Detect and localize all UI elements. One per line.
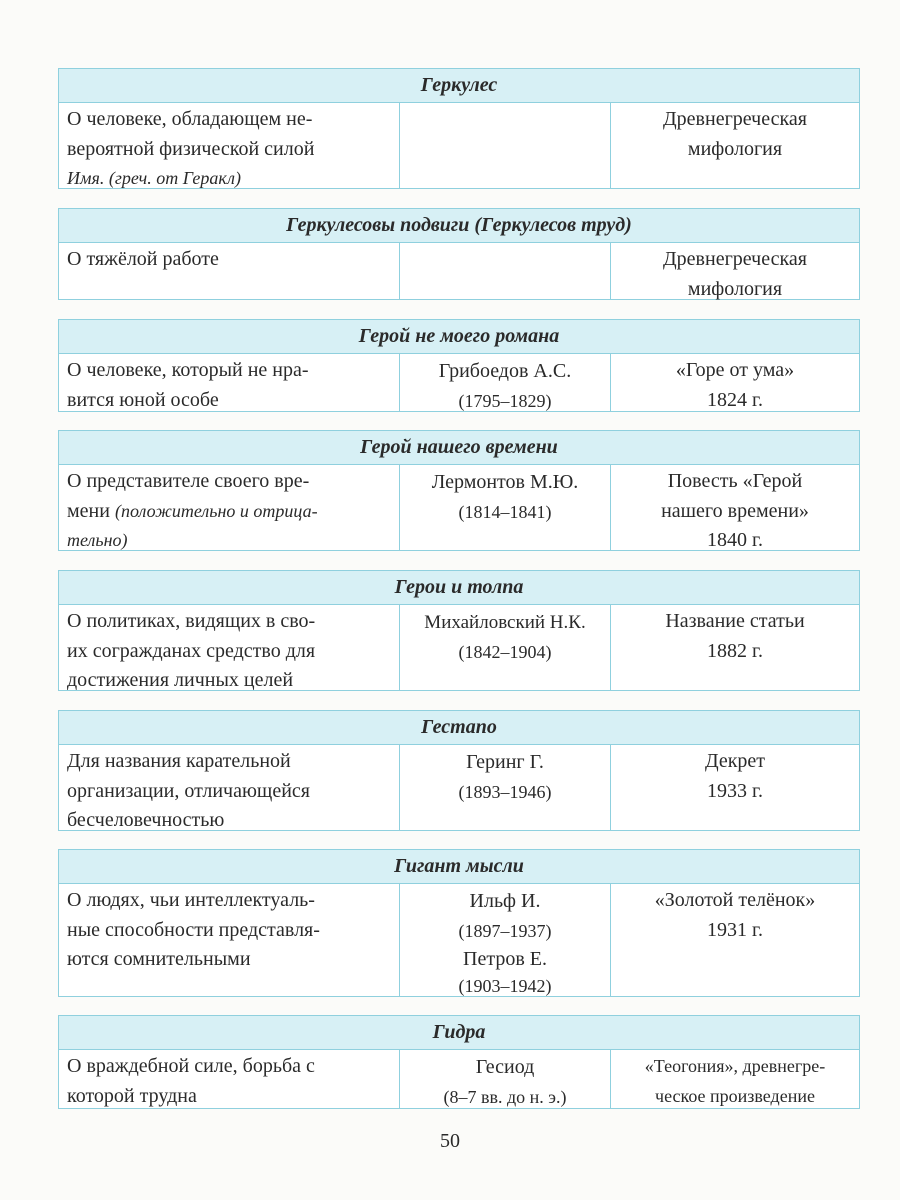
author-name: Ильф И. <box>469 890 541 912</box>
meaning-italic: (положительно и отрица- <box>114 500 318 521</box>
entry-title: Герой не моего романа <box>59 320 859 354</box>
meaning-line: ются сомнительными <box>67 948 251 970</box>
meaning-lead: мени <box>67 499 115 522</box>
author-years: (1814–1841) <box>458 501 552 522</box>
source-line: нашего времени» <box>661 499 809 522</box>
meaning-italic-tail: тельно) <box>67 530 128 550</box>
source-line: «Теогония», древнегре- <box>644 1056 826 1076</box>
author-cell <box>399 1050 611 1109</box>
meaning-line: бесчеловечностью <box>67 809 225 831</box>
meaning-cell <box>59 103 399 189</box>
source-cell <box>611 354 859 412</box>
source-line: «Горе от ума» <box>675 359 795 381</box>
source-line: 1882 г. <box>707 639 763 662</box>
entry-title: Герои и толпа <box>59 571 859 605</box>
source-line: Повесть «Герой <box>667 470 803 492</box>
source-line: 1824 г. <box>707 388 763 411</box>
page-number: 50 <box>440 1130 460 1152</box>
meaning-line: достижения личных целей <box>67 669 294 691</box>
meaning-cell <box>59 243 399 300</box>
source-line: 1931 г. <box>707 918 763 941</box>
source-cell <box>611 884 859 997</box>
author-name: Лермонтов М.Ю. <box>431 471 579 493</box>
entry-geroi-nashego-vremeni <box>58 430 860 551</box>
source-cell <box>611 745 859 831</box>
meaning-cell <box>59 1050 399 1109</box>
source-cell <box>611 243 859 300</box>
meaning-line: О политиках, видящих в сво- <box>67 610 316 632</box>
meaning-cell <box>59 745 399 831</box>
source-line: Декрет <box>704 750 766 772</box>
meaning-cell <box>59 605 399 691</box>
author-years: (1795–1829) <box>458 390 552 411</box>
author-years: (1893–1946) <box>458 781 552 802</box>
entry-title: Гигант мысли <box>59 850 859 884</box>
entry-title: Геркулесовы подвиги (Геркулесов труд) <box>59 209 859 243</box>
author-cell <box>399 605 611 691</box>
author-name: Грибоедов А.С. <box>438 360 572 382</box>
entry-geroi-ne-moego-romana <box>58 319 860 412</box>
author-name: Гесиод <box>475 1056 535 1078</box>
author-cell <box>399 465 611 551</box>
entry-gigant-mysli <box>58 849 860 997</box>
entry-title: Гидра <box>59 1016 859 1050</box>
entry-gidra <box>58 1015 860 1109</box>
meaning-line: О тяжёлой работе <box>67 248 219 270</box>
meaning-cell <box>59 354 399 412</box>
meaning-cell <box>59 465 399 551</box>
meaning-line: О людях, чьи интеллектуаль- <box>67 889 315 911</box>
meaning-line: О человеке, который не нра- <box>67 359 309 381</box>
meaning-line: О представителе своего вре- <box>67 470 310 492</box>
source-line: 1840 г. <box>707 529 763 551</box>
source-line: 1933 г. <box>707 779 763 802</box>
meaning-line: которой трудна <box>67 1084 197 1107</box>
author-cell <box>399 354 611 412</box>
author-years: (1897–1937) <box>458 920 552 941</box>
source-line: Древнегреческая <box>663 248 807 270</box>
author-cell <box>399 884 611 997</box>
meaning-line: организации, отличающейся <box>67 779 310 802</box>
meaning-line: О человеке, обладающем не- <box>67 108 313 130</box>
author-cell <box>399 745 611 831</box>
entry-geroi-i-tolpa <box>58 570 860 691</box>
source-cell <box>611 103 859 189</box>
author-years: (8–7 вв. до н. э.) <box>443 1086 567 1107</box>
meaning-line: О враждебной силе, борьба с <box>67 1055 315 1077</box>
source-cell <box>611 1050 859 1109</box>
author-years: (1903–1942) <box>458 976 552 996</box>
source-line: ческое произведение <box>655 1085 815 1106</box>
source-cell <box>611 605 859 691</box>
meaning-note: Имя. (греч. от Геракл) <box>67 168 242 188</box>
source-line: мифология <box>687 277 783 300</box>
source-line: «Золотой телёнок» <box>654 889 816 911</box>
author-name: Геринг Г. <box>466 751 544 773</box>
meaning-line: ные способности представля- <box>67 918 320 941</box>
author-name: Петров Е. <box>463 948 547 970</box>
meaning-line <box>67 497 391 527</box>
author-years: (1842–1904) <box>458 641 552 662</box>
source-line: мифология <box>687 137 783 160</box>
entry-gerkulesovy-podvigi <box>58 208 860 300</box>
meaning-line: вится юной особе <box>67 388 219 411</box>
author-name: Михайловский Н.К. <box>424 612 586 633</box>
author-cell <box>399 103 611 189</box>
author-cell <box>399 243 611 300</box>
source-cell <box>611 465 859 551</box>
meaning-line: их согражданах средство для <box>67 639 316 662</box>
meaning-line: Для названия карательной <box>67 750 291 772</box>
entry-title: Гестапо <box>59 711 859 745</box>
entry-title: Герой нашего времени <box>59 431 859 465</box>
source-line: Название статьи <box>665 610 805 632</box>
entry-title: Геркулес <box>59 69 859 103</box>
meaning-line: вероятной физической силой <box>67 137 315 160</box>
source-line: Древнегреческая <box>663 108 807 130</box>
entry-gestapo <box>58 710 860 831</box>
meaning-cell <box>59 884 399 997</box>
entry-gerkules <box>58 68 860 189</box>
